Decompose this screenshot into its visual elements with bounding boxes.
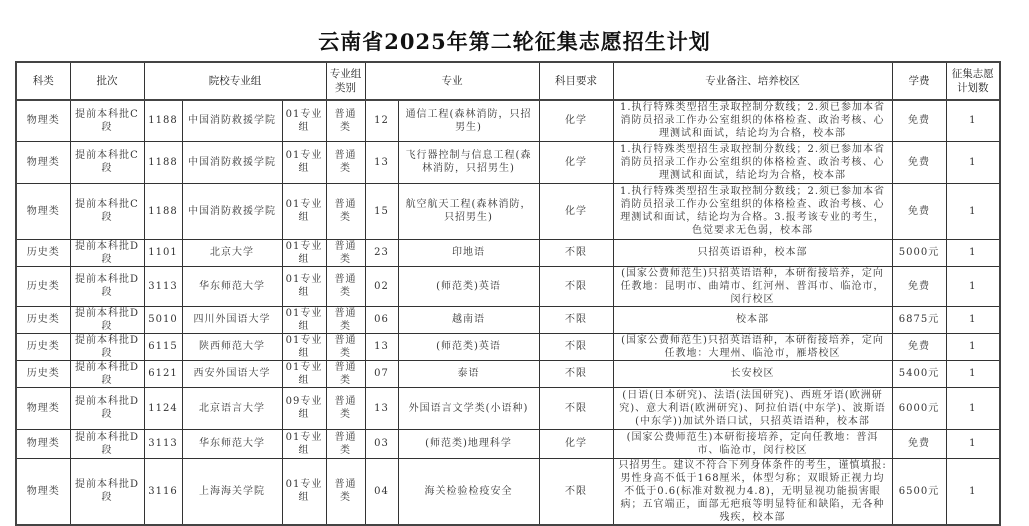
school-code-cell: 3113 — [144, 266, 182, 306]
school-name-cell: 上海海关学院 — [182, 458, 282, 525]
header-subject-type: 科类 — [16, 62, 70, 100]
plan-count-cell: 1 — [946, 100, 1000, 141]
notes-campus-cell: 只招男生。建议不符合下列身体条件的考生，谨慎填报:男性身高不低于168厘米，体型匀称；双眼矫正视力均不低于0.6(标准对数视力4.8)，无明显视功能损害眼病；五官端正，面部无疤痕等明显特征和缺陷，无各种残疾，校本部 — [613, 458, 892, 525]
group-cell: 01专业组 — [282, 183, 326, 239]
subject-requirement-cell: 不限 — [539, 333, 613, 360]
group-category-cell: 普通类 — [326, 429, 365, 458]
school-name-cell: 中国消防救援学院 — [182, 100, 282, 141]
major-name-cell: 泰语 — [398, 360, 539, 387]
school-code-cell: 1188 — [144, 183, 182, 239]
school-code-cell: 1124 — [144, 387, 182, 429]
tuition-cell: 6875元 — [892, 306, 946, 333]
major-name-cell: (师范类)英语 — [398, 333, 539, 360]
school-name-cell: 四川外国语大学 — [182, 306, 282, 333]
batch-cell: 提前本科批D段 — [70, 458, 144, 525]
table-row — [16, 458, 1000, 525]
notes-campus-cell: 长安校区 — [613, 360, 892, 387]
group-cell: 01专业组 — [282, 360, 326, 387]
batch-cell: 提前本科批D段 — [70, 429, 144, 458]
table-row — [16, 239, 1000, 266]
header-notes-campus: 专业备注、培养校区 — [613, 62, 892, 100]
header-plan-count: 征集志愿计划数 — [946, 62, 1000, 100]
plan-count-cell: 1 — [946, 458, 1000, 525]
batch-cell: 提前本科批D段 — [70, 333, 144, 360]
major-name-cell: 海关检验检疫安全 — [398, 458, 539, 525]
school-code-cell: 3116 — [144, 458, 182, 525]
school-code-cell: 5010 — [144, 306, 182, 333]
group-cell: 01专业组 — [282, 266, 326, 306]
school-name-cell: 陕西师范大学 — [182, 333, 282, 360]
plan-count-cell: 1 — [946, 306, 1000, 333]
plan-count-cell: 1 — [946, 183, 1000, 239]
notes-campus-cell: (国家公费师范生)只招英语语种，本研衔接培养，定向任教地：大理州、临沧市，雁塔校区 — [613, 333, 892, 360]
subject-type-cell: 物理类 — [16, 141, 70, 183]
notes-campus-cell: 校本部 — [613, 306, 892, 333]
major-name-cell: (师范类)地理科学 — [398, 429, 539, 458]
plan-count-cell: 1 — [946, 239, 1000, 266]
subject-requirement-cell: 不限 — [539, 387, 613, 429]
school-code-cell: 3113 — [144, 429, 182, 458]
enrollment-plan-table — [15, 61, 1001, 526]
group-cell: 01专业组 — [282, 306, 326, 333]
group-cell: 01专业组 — [282, 333, 326, 360]
tuition-cell: 免费 — [892, 333, 946, 360]
header-school-group: 院校专业组 — [144, 62, 326, 100]
table-row — [16, 429, 1000, 458]
subject-type-cell: 历史类 — [16, 333, 70, 360]
table-row — [16, 183, 1000, 239]
notes-campus-cell: 只招英语语种，校本部 — [613, 239, 892, 266]
header-group-category: 专业组类别 — [326, 62, 365, 100]
group-cell: 01专业组 — [282, 141, 326, 183]
group-cell: 01专业组 — [282, 458, 326, 525]
batch-cell: 提前本科批C段 — [70, 141, 144, 183]
school-code-cell: 1188 — [144, 141, 182, 183]
tuition-cell: 5400元 — [892, 360, 946, 387]
subject-type-cell: 历史类 — [16, 306, 70, 333]
major-name-cell: 越南语 — [398, 306, 539, 333]
school-name-cell: 西安外国语大学 — [182, 360, 282, 387]
group-category-cell: 普通类 — [326, 239, 365, 266]
table-header-row — [16, 62, 1000, 100]
major-name-cell: 飞行器控制与信息工程(森林消防，只招男生) — [398, 141, 539, 183]
school-name-cell: 华东师范大学 — [182, 266, 282, 306]
subject-type-cell: 物理类 — [16, 387, 70, 429]
batch-cell: 提前本科批C段 — [70, 100, 144, 141]
school-name-cell: 中国消防救援学院 — [182, 183, 282, 239]
school-code-cell: 1101 — [144, 239, 182, 266]
school-code-cell: 6115 — [144, 333, 182, 360]
major-code-cell: 23 — [365, 239, 398, 266]
table-body — [16, 100, 1000, 525]
table-row — [16, 306, 1000, 333]
tuition-cell: 6000元 — [892, 387, 946, 429]
notes-campus-cell: (日语(日本研究)、法语(法国研究)、西班牙语(欧洲研究)、意大利语(欧洲研究)、阿拉伯语(中东学)、波斯语(中东学))加试外语口试，只招英语语种，校本部 — [613, 387, 892, 429]
notes-campus-cell: (国家公费师范生)本研衔接培养，定向任教地：普洱市、临沧市，闵行校区 — [613, 429, 892, 458]
tuition-cell: 5000元 — [892, 239, 946, 266]
batch-cell: 提前本科批D段 — [70, 306, 144, 333]
batch-cell: 提前本科批D段 — [70, 266, 144, 306]
major-code-cell: 15 — [365, 183, 398, 239]
major-name-cell: 航空航天工程(森林消防，只招男生) — [398, 183, 539, 239]
subject-requirement-cell: 不限 — [539, 360, 613, 387]
batch-cell: 提前本科批D段 — [70, 239, 144, 266]
subject-requirement-cell: 化学 — [539, 141, 613, 183]
batch-cell: 提前本科批C段 — [70, 183, 144, 239]
subject-requirement-cell: 不限 — [539, 239, 613, 266]
group-category-cell: 普通类 — [326, 141, 365, 183]
group-category-cell: 普通类 — [326, 360, 365, 387]
table-row — [16, 100, 1000, 141]
major-code-cell: 12 — [365, 100, 398, 141]
subject-type-cell: 历史类 — [16, 360, 70, 387]
notes-campus-cell: 1.执行特殊类型招生录取控制分数线；2.须已参加本省消防员招录工作办公室组织的体格检查、政治考核、心理测试和面试，结论均为合格，校本部 — [613, 100, 892, 141]
major-name-cell: 外国语言文学类(小语种) — [398, 387, 539, 429]
plan-count-cell: 1 — [946, 266, 1000, 306]
subject-requirement-cell: 化学 — [539, 429, 613, 458]
plan-count-cell: 1 — [946, 429, 1000, 458]
header-subject-requirement: 科目要求 — [539, 62, 613, 100]
group-category-cell: 普通类 — [326, 266, 365, 306]
tuition-cell: 6500元 — [892, 458, 946, 525]
subject-type-cell: 物理类 — [16, 100, 70, 141]
major-name-cell: 印地语 — [398, 239, 539, 266]
header-major: 专业 — [365, 62, 539, 100]
major-code-cell: 13 — [365, 387, 398, 429]
notes-campus-cell: (国家公费师范生)只招英语语种，本研衔接培养，定向任教地：昆明市、曲靖市、红河州、普洱市、临沧市，闵行校区 — [613, 266, 892, 306]
subject-type-cell: 历史类 — [16, 239, 70, 266]
notes-campus-cell: 1.执行特殊类型招生录取控制分数线；2.须已参加本省消防员招录工作办公室组织的体格检查、政治考核、心理测试和面试，结论均为合格。3.报考该专业的考生，色觉要求无色弱，校本部 — [613, 183, 892, 239]
tuition-cell: 免费 — [892, 100, 946, 141]
school-name-cell: 北京大学 — [182, 239, 282, 266]
group-cell: 01专业组 — [282, 239, 326, 266]
major-code-cell: 06 — [365, 306, 398, 333]
table-row — [16, 266, 1000, 306]
table-row — [16, 333, 1000, 360]
major-code-cell: 03 — [365, 429, 398, 458]
school-name-cell: 北京语言大学 — [182, 387, 282, 429]
subject-requirement-cell: 化学 — [539, 183, 613, 239]
plan-count-cell: 1 — [946, 333, 1000, 360]
batch-cell: 提前本科批D段 — [70, 387, 144, 429]
tuition-cell: 免费 — [892, 183, 946, 239]
page-title: 云南省2025年第二轮征集志愿招生计划 — [318, 29, 711, 54]
table-row — [16, 141, 1000, 183]
group-category-cell: 普通类 — [326, 100, 365, 141]
plan-count-cell: 1 — [946, 387, 1000, 429]
school-code-cell: 1188 — [144, 100, 182, 141]
subject-type-cell: 物理类 — [16, 183, 70, 239]
notes-campus-cell: 1.执行特殊类型招生录取控制分数线；2.须已参加本省消防员招录工作办公室组织的体格检查、政治考核、心理测试和面试，结论均为合格，校本部 — [613, 141, 892, 183]
group-category-cell: 普通类 — [326, 183, 365, 239]
subject-type-cell: 物理类 — [16, 458, 70, 525]
school-name-cell: 中国消防救援学院 — [182, 141, 282, 183]
major-code-cell: 04 — [365, 458, 398, 525]
tuition-cell: 免费 — [892, 266, 946, 306]
tuition-cell: 免费 — [892, 429, 946, 458]
subject-type-cell: 历史类 — [16, 266, 70, 306]
school-code-cell: 6121 — [144, 360, 182, 387]
plan-count-cell: 1 — [946, 141, 1000, 183]
subject-type-cell: 物理类 — [16, 429, 70, 458]
subject-requirement-cell: 化学 — [539, 100, 613, 141]
group-cell: 01专业组 — [282, 100, 326, 141]
group-category-cell: 普通类 — [326, 458, 365, 525]
major-name-cell: (师范类)英语 — [398, 266, 539, 306]
major-code-cell: 07 — [365, 360, 398, 387]
header-batch: 批次 — [70, 62, 144, 100]
batch-cell: 提前本科批D段 — [70, 360, 144, 387]
major-code-cell: 02 — [365, 266, 398, 306]
subject-requirement-cell: 不限 — [539, 458, 613, 525]
group-cell: 09专业组 — [282, 387, 326, 429]
group-category-cell: 普通类 — [326, 306, 365, 333]
table-row — [16, 387, 1000, 429]
plan-count-cell: 1 — [946, 360, 1000, 387]
group-cell: 01专业组 — [282, 429, 326, 458]
table-row — [16, 360, 1000, 387]
group-category-cell: 普通类 — [326, 333, 365, 360]
group-category-cell: 普通类 — [326, 387, 365, 429]
major-code-cell: 13 — [365, 141, 398, 183]
major-code-cell: 13 — [365, 333, 398, 360]
header-tuition: 学费 — [892, 62, 946, 100]
subject-requirement-cell: 不限 — [539, 266, 613, 306]
subject-requirement-cell: 不限 — [539, 306, 613, 333]
tuition-cell: 免费 — [892, 141, 946, 183]
school-name-cell: 华东师范大学 — [182, 429, 282, 458]
major-name-cell: 通信工程(森林消防，只招男生) — [398, 100, 539, 141]
